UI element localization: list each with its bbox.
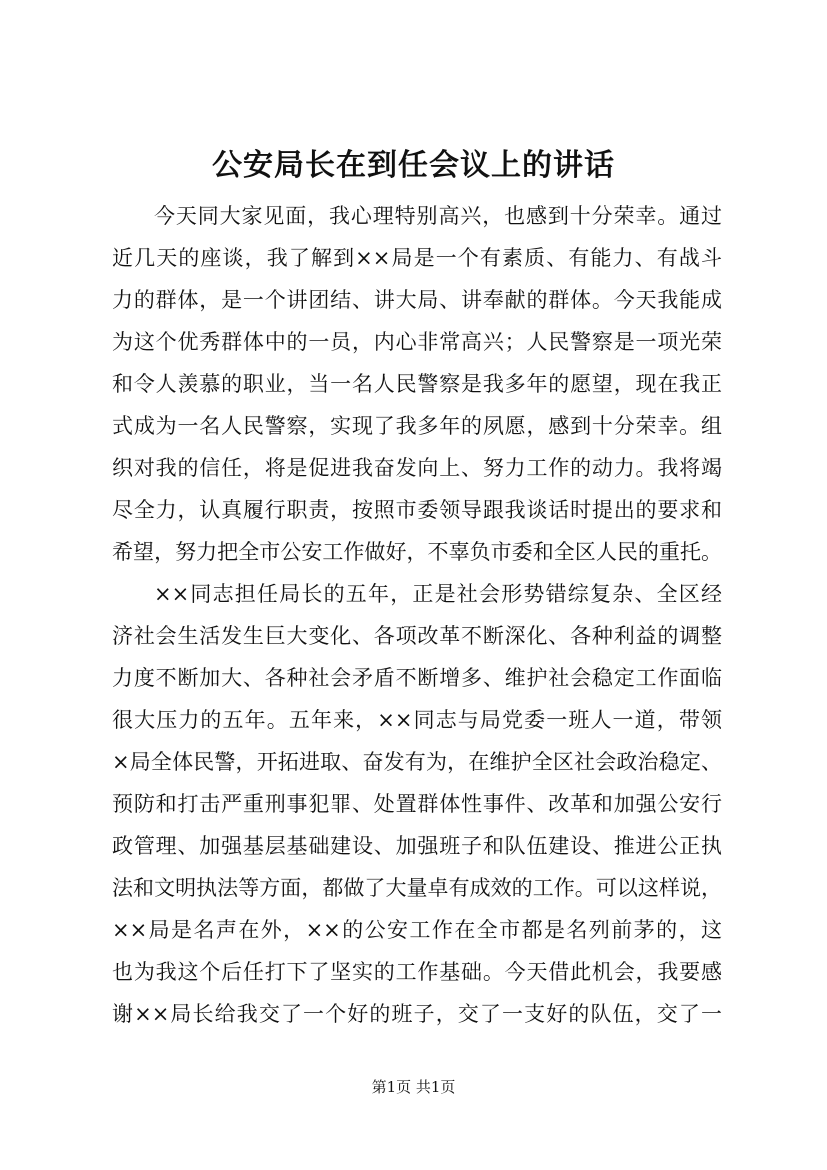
paragraph-2-line: 济社会生活发生巨大变化、各项改革不断深化、各种利益的调整 <box>112 624 722 648</box>
paragraph-1-line: 希望，努力把全市公安工作做好，不辜负市委和全区人民的重托。 <box>112 540 722 564</box>
paragraph-1-line: 式成为一名人民警察，实现了我多年的夙愿，感到十分荣幸。组 <box>112 414 722 438</box>
paragraph-1-line: 和令人羡慕的职业，当一名人民警察是我多年的愿望，现在我正 <box>112 372 722 396</box>
paragraph-2-line: 力度不断加大、各种社会矛盾不断增多、维护社会稳定工作面临 <box>112 666 722 690</box>
paragraph-2-line: ××同志担任局长的五年，正是社会形势错综复杂、全区经 <box>154 582 722 606</box>
paragraph-2-line: 预防和打击严重刑事犯罪、处置群体性事件、改革和加强公安行 <box>112 792 722 816</box>
document-body <box>112 195 722 1035</box>
paragraph-2-line: 法和文明执法等方面，都做了大量卓有成效的工作。可以这样说， <box>112 876 722 900</box>
paragraph-1-line: 织对我的信任，将是促进我奋发向上、努力工作的动力。我将竭 <box>112 456 722 480</box>
paragraph-2-line: ×局全体民警，开拓进取、奋发有为，在维护全区社会政治稳定、 <box>112 750 722 774</box>
paragraph-1-line: 尽全力，认真履行职责，按照市委领导跟我谈话时提出的要求和 <box>112 498 722 522</box>
document-title: 公安局长在到任会议上的讲话 <box>212 148 615 183</box>
paragraph-1-line: 力的群体，是一个讲团结、讲大局、讲奉献的群体。今天我能成 <box>112 288 722 312</box>
paragraph-1-line: 为这个优秀群体中的一员，内心非常高兴；人民警察是一项光荣 <box>112 330 722 354</box>
paragraph-1-line: 今天同大家见面，我心理特别高兴，也感到十分荣幸。通过 <box>154 204 722 228</box>
page-footer: 第1页 共1页 <box>371 1078 456 1096</box>
paragraph-2-line: 很大压力的五年。五年来，××同志与局党委一班人一道，带领 <box>112 708 722 732</box>
paragraph-2-line: ××局是名声在外，××的公安工作在全市都是名列前茅的，这 <box>112 918 722 942</box>
paragraph-2-line: 也为我这个后任打下了坚实的工作基础。今天借此机会，我要感 <box>112 960 722 984</box>
paragraph-2-line: 谢××局长给我交了一个好的班子，交了一支好的队伍，交了一 <box>112 1002 722 1026</box>
paragraph-1-line: 近几天的座谈，我了解到××局是一个有素质、有能力、有战斗 <box>112 246 722 270</box>
paragraph-2-line: 政管理、加强基层基础建设、加强班子和队伍建设、推进公正执 <box>112 834 722 858</box>
